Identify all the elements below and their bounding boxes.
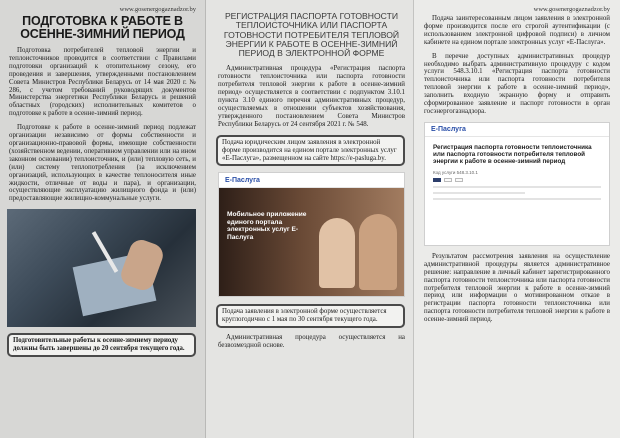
- procedure-selection-paragraph: В перечне доступных административных процедур необходимо выбрать административную процедуру с кодом услуги 548.3.10.1 «Регистрация паспорта готовности теплоисточника или паспорта готовности потребителя тепловой энергии к работе в осенне-зимний период», заполнить входную экранную форму и отправить сформированное заявление и паспорт готовности в орган госэнергогазнадзора.: [424, 52, 610, 115]
- authentication-paragraph: Подача заинтересованным лицом заявления в электронной форме производится после его строгой аутентификации (с использованием электронной цифровой подписи) в личном кабинете на едином портале электронных услуг «Е-Паслуга».: [424, 15, 610, 46]
- portal-notice: Подача юридическим лицом заявления в электронной форме производится на едином портале электронных услуг «Е-Паслуга», размещенном на сайте https://e-pasluga.by.: [216, 135, 405, 167]
- result-paragraph: Результатом рассмотрения заявления на осуществление административной процедуры является административное решение: направление в личный кабинет зарегистрированного паспорта готовности теплоисточника или паспорта готовности потребителя тепловой энергии к работе в осенне-зимний период или информации о мотивированном отказе в регистрации паспорта готовности теплоисточника или паспорта готовности потребителя тепловой энергии к работе в осенне-зимний период.: [424, 252, 610, 324]
- site-url: www.gosenergogaznadzor.by: [533, 6, 610, 13]
- service-page-screenshot: [424, 122, 610, 246]
- deadline-notice: Подготовительные работы к осенне-зимнему периоду должны быть завершены до 20 сентября текущего года.: [7, 333, 196, 357]
- portal-hero-banner: [219, 188, 404, 296]
- service-code: Код услуги 548.3.10.1: [433, 170, 478, 176]
- service-page-headline: Регистрация паспорта готовности теплоисточника или паспорта готовности потребителя тепловой энергии к работе в осенне-зимний период: [433, 143, 592, 166]
- procedure-paragraph: Административная процедура «Регистрация паспорта готовности теплоисточника или паспорта готовности потребителя тепловой энергии к работе в осенне-зимний период» осуществляется в соответствии с подпунктом 3.10.1 пункта 3.10 единого перечня административных процедур, осуществляемых в отношении субъектов хозяйствования, утвержденного постановлением Совета Министров Республики Беларусь от 24 сентября 2021 г. № 548.: [218, 65, 405, 128]
- portal-logo: Е-Паслуга: [431, 125, 466, 133]
- panel-left: [0, 0, 205, 438]
- leaflet-title: ПОДГОТОВКА К РАБОТЕ В ОСЕННЕ-ЗИМНИЙ ПЕРИОД: [20, 14, 185, 41]
- panel-right: [413, 0, 620, 438]
- panel-middle: [205, 0, 413, 438]
- scope-paragraph: Подготовке к работе в осенне-зимний период подлежат организации независимо от формы собственности и организационно-правовой формы, имеющие собственности (хозяйственном ведении, оперативном управлении или на ином законном основании) теплоисточник, и (или) тепловую сеть, и (или) систему теплопотребления (за исключением организаций, использующих в качестве теплоносителя иные жидкости, отличные от воды и пара), и организации, осуществляющие эксплуатацию жилищного фонда и (или) предоставляющие жилищно-коммунальные услуги.: [9, 124, 196, 203]
- intro-paragraph: Подготовка потребителей тепловой энергии и теплоисточников проводится в соответствии с Правилами подготовки организаций к отопительному сезону, его проведения и завершения, утвержденными постановлением Совета Министров Республики Беларусь от 14 мая 2020 г. № 286, с учетом требований руководящих документов Министерства энергетики Республики Беларусь и решений областных (городских) исполнительных комитетов о подготовке к работе в осенне-зимний период.: [9, 47, 196, 118]
- portal-hero-headline: Мобильное приложение единого портала электронных услуг Е-Паслуга: [227, 211, 307, 241]
- document-signing-photo: [7, 209, 196, 327]
- free-of-charge-paragraph: Административная процедура осуществляется на безвозмездной основе.: [218, 334, 405, 350]
- registration-title: РЕГИСТРАЦИЯ ПАСПОРТА ГОТОВНОСТИ ТЕПЛОИСТОЧНИКА ИЛИ ПАСПОРТА ГОТОВНОСТИ ПОТРЕБИТЕЛЯ ТЕПЛОВОЙ ЭНЕРГИИ К РАБОТЕ В ОСЕННЕ-ЗИМНИЙ ПЕРИОД В ЭЛЕКТРОННОЙ ФОРМЕ: [223, 11, 400, 59]
- portal-logo: Е-Паслуга: [225, 176, 260, 184]
- site-url: www.gosenergogaznadzor.by: [119, 6, 196, 13]
- portal-screenshot: [218, 172, 405, 297]
- submission-period-notice: Подача заявления в электронной форме осуществляется круглогодично с 1 мая по 30 сентября текущего года.: [216, 304, 405, 328]
